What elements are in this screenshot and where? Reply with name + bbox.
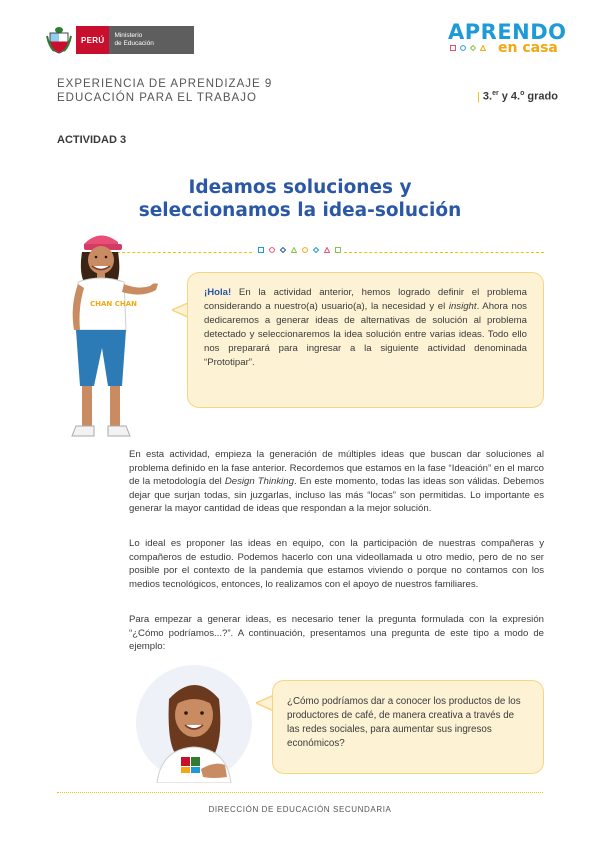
intro-speech-bubble: ¡Hola! En la actividad anterior, hemos logrado definir el problema considerando a nuestro(a) usuario(a), la necesidad y el insight. Ahora nos dedicaremos a generar ideas de alternativas de solución al problema detectado y seleccionaremos la idea solución entre varias ideas. Todo ello nos preparará para ingresar a la siguiente actividad denominada “Prototipar”. [187,272,544,408]
paragraph-question-intro: Para empezar a generar ideas, es necesario tener la pregunta formulada con la expresión “¿Cómo podríamos...?”. A continuación, presentamos una pregunta de este tipo a modo de ejemplo: [129,614,544,653]
grade-divider: | [477,90,480,103]
paragraph-ideation: En esta actividad, empieza la generación de múltiples ideas que buscan dar soluciones al problema definido en la fase anterior. Recordemos que estamos en la fase “Ideación” en el marco de la metodología del Design Thinking. En este momento, todas las ideas son válidas. Debemos dejar que surjan todas, sin juzgarlas, incluso las más “locas” son permitidas. Lo importante es generar la mayor cantidad de ideas que respondan a la mejor solución. [129,449,545,515]
circle-shape-icon [302,247,308,253]
decorative-dash-right [344,252,544,253]
brand-title: APRENDO [448,20,567,44]
question-speech-bubble: ¿Cómo podríamos dar a conocer los productos de los productores de café, de manera creativa a través de las redes sociales, para aumentar sus ingresos económicos? [272,680,544,774]
area-line: EDUCACIÓN PARA EL TRABAJO [57,92,257,104]
page-title [60,176,540,222]
ministry-line1: Ministerio [114,32,143,39]
diamond-shape-icon [280,247,286,253]
square-shape-icon [258,247,264,253]
ministry-label [109,26,193,54]
diamond-shape-icon [470,45,476,51]
paragraph-team: Lo ideal es proponer las ideas en equipo, con la participación de nuestras compañeras y compañeros de estudio. Podemos hacerlo con una videollamada u otro medio, pero de no ser posible por el contexto de la pandemia que estamos viviendo o porque no contamos con los medios tecnológicos, entonces, lo realizamos con el apoyo de nuestros familiares. [129,538,544,590]
diamond-shape-icon [313,247,319,253]
country-label: PERÚ [76,26,109,54]
triangle-shape-icon [324,247,330,253]
footer-label: DIRECCIÓN DE EDUCACIÓN SECUNDARIA [208,805,392,814]
grade-label: | 3.$^{er}$ y 4.$^o$ grado [477,90,558,103]
title-line1: Ideamos soluciones y [188,177,412,198]
triangle-shape-icon [291,247,297,253]
circle-shape-icon [460,45,466,51]
brand-shapes [450,45,486,51]
insight-term: insight [448,301,477,312]
aprendo-en-casa-logo [446,20,567,60]
girl-shirt-text: CHAN CHAN [90,300,137,308]
ministry-line2: de Educación [114,40,154,47]
footer-divider [57,792,543,793]
activity-label: ACTIVIDAD 3 [57,134,127,146]
experience-line: EXPERIENCIA DE APRENDIZAJE 9 [57,78,273,90]
greeting: ¡Hola! [204,287,232,298]
square-shape-icon [450,45,456,51]
decorative-shapes [258,247,341,253]
peru-coat-of-arms-icon [46,26,72,54]
ministry-logo [46,26,194,54]
brand-subtitle: en casa [498,40,558,56]
circle-shape-icon [269,247,275,253]
design-thinking-term: Design Thinking [224,476,294,488]
girl-illustration [58,226,170,442]
triangle-shape-icon [480,45,486,51]
square-shape-icon [335,247,341,253]
student-avatar-illustration [133,665,255,783]
title-line2: seleccionamos la idea-solución [138,200,462,221]
